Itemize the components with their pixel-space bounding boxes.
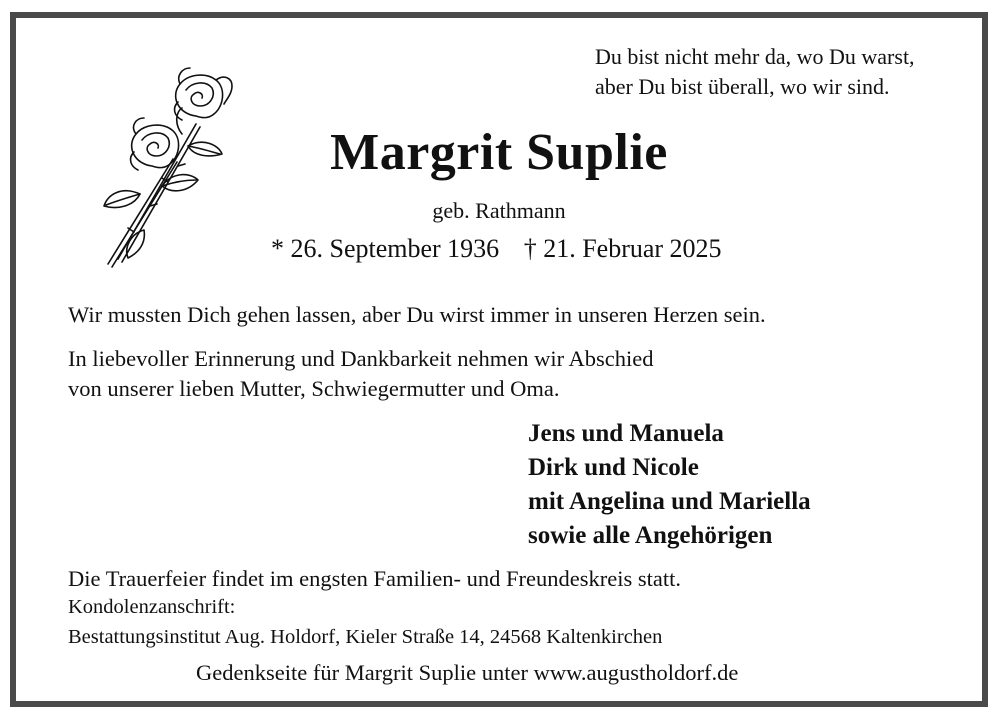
motto-quote [595,42,915,102]
life-dates [271,234,722,264]
remembrance-paragraph [68,344,653,404]
motto-line-2: aber Du bist überall, wo wir sind. [595,74,890,99]
remembrance-line-1: In liebevoller Erinnerung und Dankbarkeit nehmen wir Abschied [68,346,654,371]
family-member: Jens und Manuela [528,420,724,447]
family-signatures [528,417,811,553]
maiden-name: geb. Rathmann [432,198,566,223]
deceased-name: Margrit Suplie [330,124,668,181]
remembrance-line-2: von unserer lieben Mutter, Schwiegermutter und Oma. [68,376,560,401]
family-member: sowie alle Angehörigen [528,522,773,549]
family-member: mit Angelina und Mariella [528,488,811,515]
ceremony-note: Die Trauerfeier findet im engsten Familien- und Freundeskreis statt. [68,566,681,591]
memorial-page-note: Gedenkseite für Margrit Suplie unter www.augustholdorf.de [196,660,739,685]
farewell-sentence: Wir mussten Dich gehen lassen, aber Du wirst immer in unseren Herzen sein. [68,302,766,327]
birth-date: * 26. September 1936 [271,234,500,263]
family-member: Dirk und Nicole [528,454,699,481]
condolence-label: Kondolenzanschrift: [68,596,236,618]
motto-line-1: Du bist nicht mehr da, wo Du warst, [595,44,915,69]
obituary-frame [10,12,988,707]
condolence-address: Bestattungsinstitut Aug. Holdorf, Kieler Straße 14, 24568 Kaltenkirchen [68,626,663,648]
death-date: † 21. Februar 2025 [523,234,722,263]
